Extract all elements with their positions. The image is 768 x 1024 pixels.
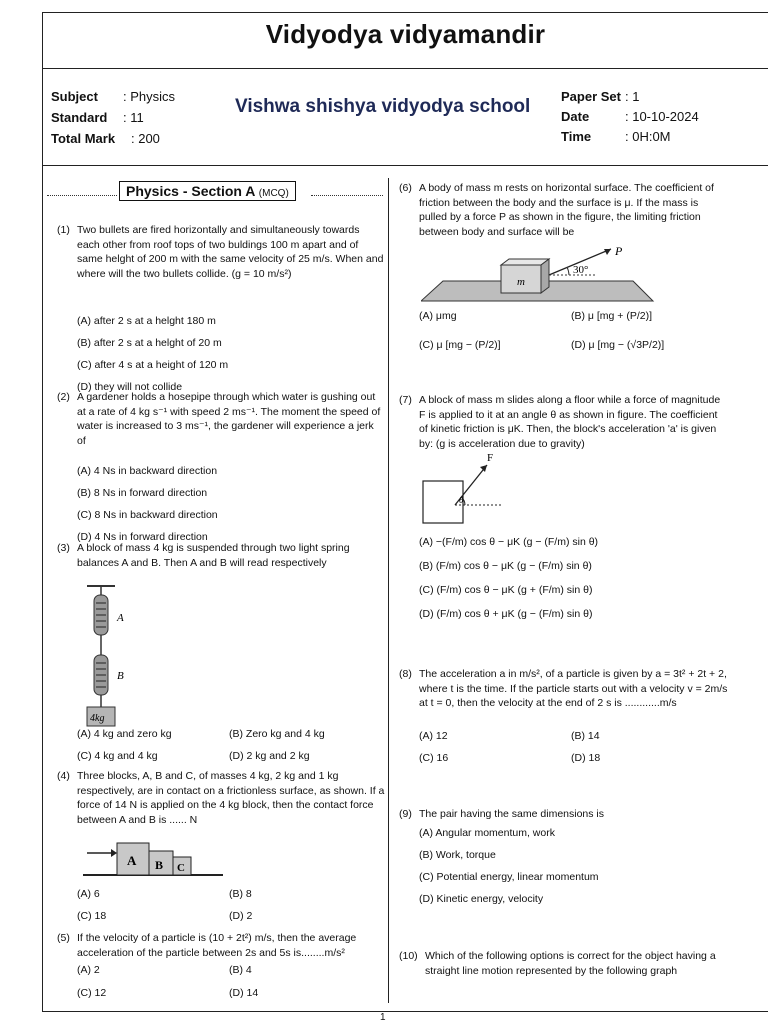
paper-set-label: Paper Set [561,89,621,104]
question-8 [399,667,729,711]
question-number: (9) [399,808,412,820]
question-text: Which of the following options is correct for the object having a straight line motion represented by the following graph [425,950,716,977]
page-title: Vidyodya vidyamandir [265,19,546,49]
time-value: : 0H:0M [625,129,671,144]
label-a: A [117,612,124,624]
option-a[interactable]: (A) 4 kg and zero kg [77,728,172,740]
option-b[interactable]: (B) Work, torque [419,849,496,861]
school-name: Vishwa shishya vidyodya school [235,96,531,117]
block-pulled-figure [421,245,657,303]
option-a[interactable]: (A) −(F/m) cos θ − μK (g − (F/m) sin θ) [419,536,599,548]
question-text: A block of mass m slides along a floor while a force of magnitude F is applied to it at an angle θ as shown in figure. The coefficient of kinetic friction is μK. Then, the block's acceleration 'a' is given by: (g is acceleration due to gravity) [419,394,721,450]
option-a[interactable]: (A) 6 [77,888,100,900]
option-b[interactable]: (B) after 2 s at a helght of 20 m [77,337,222,349]
paper-set-value: : 1 [625,89,640,104]
question-3 [57,541,385,570]
question-5 [57,931,385,960]
question-number: (1) [57,224,70,236]
standard-label: Standard [51,110,108,125]
option-b[interactable]: (B) Zero kg and 4 kg [229,728,325,740]
date-label: Date [561,109,590,124]
question-number: (3) [57,542,70,554]
label-m: m [517,276,525,288]
question-text: The pair having the same dimensions is [419,808,605,820]
option-c[interactable]: (C) (F/m) cos θ − μK (g + (F/m) sin θ) [419,584,593,596]
question-number: (2) [57,391,70,403]
option-d[interactable]: (D) 2 kg and 2 kg [229,750,310,762]
section-title-text: Physics - Section A [126,183,255,199]
dotted-rule [47,195,117,196]
total-mark-row [51,131,160,146]
question-number: (4) [57,770,70,782]
option-c[interactable]: (C) 8 Ns in backward direction [77,509,218,521]
label-a: A [127,853,137,868]
label-p: P [615,245,623,258]
label-b: B [117,670,124,682]
option-c[interactable]: (C) 16 [419,752,449,764]
divider [43,165,768,166]
option-d[interactable]: (D) Kinetic energy, velocity [419,893,544,905]
option-a[interactable]: (A) μmg [419,310,457,322]
spring-balance-figure [81,583,151,728]
option-c[interactable]: (C) 18 [77,910,107,922]
option-a[interactable]: (A) 2 [77,964,100,976]
subject-row [51,89,175,104]
divider [43,68,768,69]
label-f: F [487,452,494,464]
total-mark-label: Total Mark [51,131,116,146]
question-4 [57,769,385,827]
label-theta: θ [459,495,464,505]
paper-set-row [561,89,639,104]
subject-value: : Physics [123,89,176,104]
option-d[interactable]: (D) 2 [229,910,253,922]
option-d[interactable]: (D) (F/m) cos θ + μK (g − (F/m) sin θ) [419,608,593,620]
option-d[interactable]: (D) 18 [571,752,601,764]
question-number: (5) [57,932,70,944]
option-d[interactable]: (D) μ [mg − (√3P/2)] [571,339,665,351]
question-10 [399,949,717,978]
question-number: (10) [399,950,418,962]
date-row [561,109,699,124]
exam-page [42,12,768,1012]
angle-label: 30° [573,264,589,276]
dotted-rule [311,195,383,196]
question-9 [399,807,717,822]
block-force-figure [421,451,511,527]
option-b[interactable]: (B) (F/m) cos θ − μK (g − (F/m) sin θ) [419,560,592,572]
column-divider [388,178,389,1003]
time-row [561,129,671,144]
question-6 [399,181,717,239]
option-c[interactable]: (C) μ [mg − (P/2)] [419,339,501,351]
question-text: A body of mass m rests on horizontal surface. The coefficient of friction between the body and the surface is μ. If the mass is pulled by a force P as shown in the figure, the limiting friction between body and surface will be [419,182,714,238]
question-text: If the velocity of a particle is (10 + 2t²) m/s, then the average acceleration of the particle between 2s and 5s is........m/s² [77,932,357,959]
subject-label: Subject [51,89,98,104]
question-text: A gardener holds a hosepipe through which water is gushing out at a rate of 4 kg s⁻¹ with speed 2 ms⁻¹. The moment the speed of water is increased to 3 ms⁻¹, the gardener will experience a jerk of [77,391,381,447]
mass-label: 4kg [90,713,105,724]
standard-row [51,110,144,125]
question-text: Three blocks, A, B and C, of masses 4 kg, 2 kg and 1 kg respectively, are in contact on a frictionless surface, as shown. If a force of 14 N is applied on the 4 kg block, then the contact force between A and B is ...... N [77,770,385,826]
label-c: C [177,862,185,874]
standard-value: : 11 [123,110,144,125]
question-2 [57,390,385,448]
option-c[interactable]: (C) 4 kg and 4 kg [77,750,158,762]
question-text: A block of mass 4 kg is suspended through two light spring balances A and B. Then A and B will read respectively [77,542,350,569]
question-text: The acceleration a in m/s², of a particle is given by a = 3t² + 2t + 2, where t is the time. If the particle starts out with a velocity v = 2m/s at t = 0, then the velocity at the end of 2 s is ............m/s [419,668,728,709]
three-blocks-figure [83,839,233,879]
date-value: : 10-10-2024 [625,109,699,124]
question-1 [57,223,385,281]
question-7 [399,393,727,451]
total-mark-value: : 200 [131,131,160,146]
question-text: Two bullets are fired horizontally and simultaneously towards each other from roof tops of two buldings 100 m apart and of same helght of 200 m with the same velocity of 25 m/s. When and where will the two bullets collide. (g = 10 m/s²) [77,224,384,280]
time-label: Time [561,129,592,144]
question-number: (6) [399,182,412,194]
option-d[interactable]: (D) they will not collide [77,381,183,393]
option-c[interactable]: (C) Potential energy, linear momentum [419,871,599,883]
option-c[interactable]: (C) after 4 s at a height of 120 m [77,359,229,371]
option-b[interactable]: (B) 8 [229,888,252,900]
option-d[interactable]: (D) 14 [229,987,259,999]
option-b[interactable]: (B) 4 [229,964,252,976]
option-b[interactable]: (B) 14 [571,730,600,742]
option-a[interactable]: (A) 4 Ns in backward direction [77,465,218,477]
page-number: 1 [380,1012,386,1023]
option-a[interactable]: (A) 12 [419,730,448,742]
option-a[interactable]: (A) after 2 s at a helght 180 m [77,315,216,327]
option-a[interactable]: (A) Angular momentum, work [419,827,555,839]
section-tag: (MCQ) [258,188,289,199]
label-b: B [155,858,164,872]
section-title [119,181,296,201]
option-b[interactable]: (B) μ [mg + (P/2)] [571,310,653,322]
question-number: (8) [399,668,412,680]
question-number: (7) [399,394,412,406]
option-c[interactable]: (C) 12 [77,987,107,999]
option-b[interactable]: (B) 8 Ns in forward direction [77,487,208,499]
option-d[interactable]: (D) 4 Ns in forward direction [77,531,208,543]
